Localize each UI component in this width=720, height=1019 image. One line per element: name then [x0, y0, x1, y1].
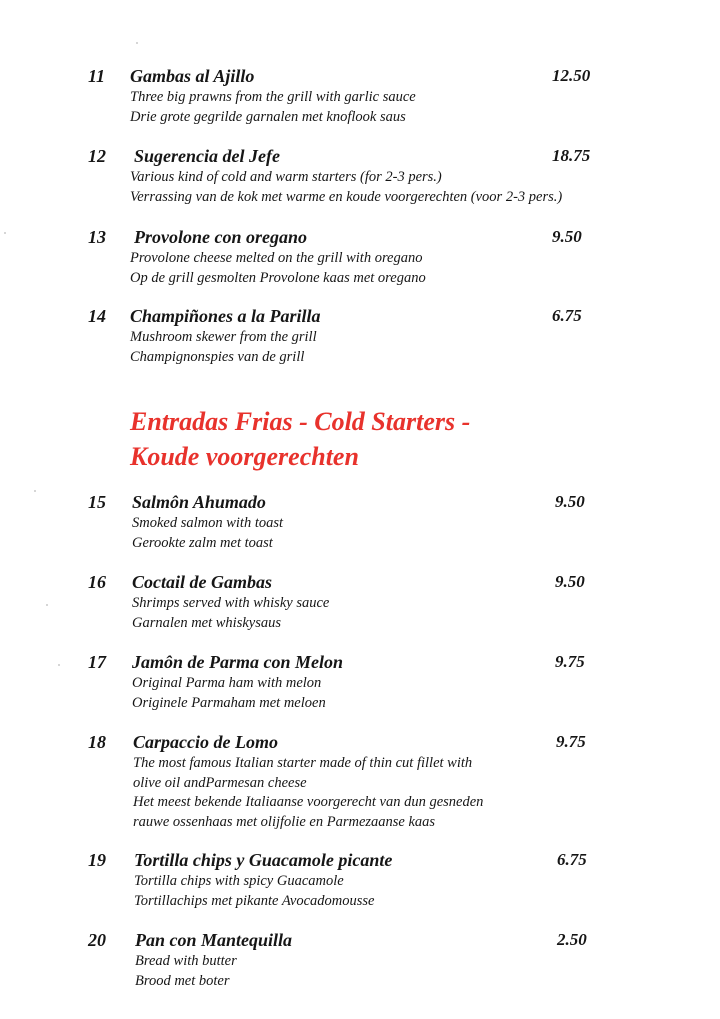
description-line: Bread with butter	[135, 953, 237, 969]
description-line: Tortillachips met pikante Avocadomousse	[134, 892, 375, 909]
description-line: Various kind of cold and warm starters (for 2-3 pers.)	[130, 169, 442, 185]
item-number: 17	[88, 652, 106, 672]
item-description	[134, 872, 374, 911]
description-line: Garnalen met whiskysaus	[132, 614, 282, 631]
item-description	[130, 328, 317, 367]
item-price: 9.50	[552, 227, 582, 246]
description-line: Shrimps served with whisky sauce	[132, 595, 330, 611]
item-description	[135, 952, 237, 991]
item-number: 13	[88, 227, 106, 247]
description-line: Smoked salmon with toast	[132, 515, 284, 531]
item-name: Jamôn de Parma con Melon	[132, 652, 344, 672]
item-price: 2.50	[557, 930, 587, 949]
description-line: Verrassing van de kok met warme en koude voorgerechten (voor 2-3 pers.)	[130, 188, 563, 205]
item-number: 12	[88, 146, 106, 166]
item-number: 16	[88, 572, 106, 592]
description-line: Op de grill gesmolten Provolone kaas met oregano	[130, 269, 426, 286]
item-name: Salmôn Ahumado	[132, 492, 266, 512]
item-number: 20	[88, 930, 106, 950]
item-description	[130, 88, 416, 127]
description-line: Provolone cheese melted on the grill with oregano	[130, 250, 423, 266]
item-name: Champiñones a la Parilla	[130, 306, 321, 326]
description-line: Champignonspies van de grill	[130, 348, 305, 365]
item-name: Gambas al Ajillo	[130, 66, 255, 86]
item-number: 14	[88, 306, 106, 326]
item-name: Provolone con oregano	[134, 227, 307, 247]
scan-speck	[4, 232, 6, 234]
item-name: Sugerencia del Jefe	[134, 146, 280, 166]
description-line: Brood met boter	[135, 972, 230, 989]
description-line: olive oil andParmesan cheese	[133, 774, 307, 791]
item-number: 15	[88, 492, 106, 512]
description-line: Gerookte zalm met toast	[132, 534, 273, 551]
description-line: rauwe ossenhaas met olijfolie en Parmezaanse kaas	[133, 813, 436, 830]
item-price: 6.75	[552, 306, 582, 325]
description-line: Three big prawns from the grill with garlic sauce	[130, 89, 416, 105]
description-line: Tortilla chips with spicy Guacamole	[134, 873, 344, 889]
section-heading	[130, 404, 470, 474]
scan-speck	[34, 490, 36, 492]
description-line: Mushroom skewer from the grill	[130, 329, 317, 345]
item-number: 11	[88, 66, 106, 86]
item-price: 9.50	[555, 572, 585, 591]
description-line: Drie grote gegrilde garnalen met knoflook saus	[130, 108, 406, 125]
item-price: 9.75	[555, 652, 585, 671]
item-description	[132, 594, 329, 633]
section-heading-line: Koude voorgerechten	[130, 442, 359, 471]
item-description	[132, 674, 326, 713]
item-price: 9.75	[556, 732, 586, 751]
item-number: 18	[88, 732, 106, 752]
item-description	[130, 168, 562, 207]
item-description	[132, 514, 283, 553]
item-price: 6.75	[557, 850, 587, 869]
scan-speck	[46, 604, 48, 606]
item-name: Coctail de Gambas	[132, 572, 272, 592]
item-name: Pan con Mantequilla	[135, 930, 293, 950]
scan-speck	[136, 42, 138, 44]
description-line: Original Parma ham with melon	[132, 675, 322, 691]
item-description	[130, 249, 426, 288]
item-price: 18.75	[552, 146, 591, 165]
item-name: Carpaccio de Lomo	[133, 732, 278, 752]
item-number: 19	[88, 850, 106, 870]
description-line: Originele Parmaham met meloen	[132, 694, 326, 711]
item-price: 12.50	[552, 66, 591, 85]
item-name: Tortilla chips y Guacamole picante	[134, 850, 393, 870]
description-line: Het meest bekende Italiaanse voorgerecht van dun gesneden	[133, 794, 484, 810]
item-description	[133, 754, 483, 832]
scan-speck	[58, 664, 60, 666]
description-line: The most famous Italian starter made of thin cut fillet with	[133, 755, 473, 771]
section-heading-line: Entradas Frias - Cold Starters -	[130, 407, 471, 436]
item-price: 9.50	[555, 492, 585, 511]
